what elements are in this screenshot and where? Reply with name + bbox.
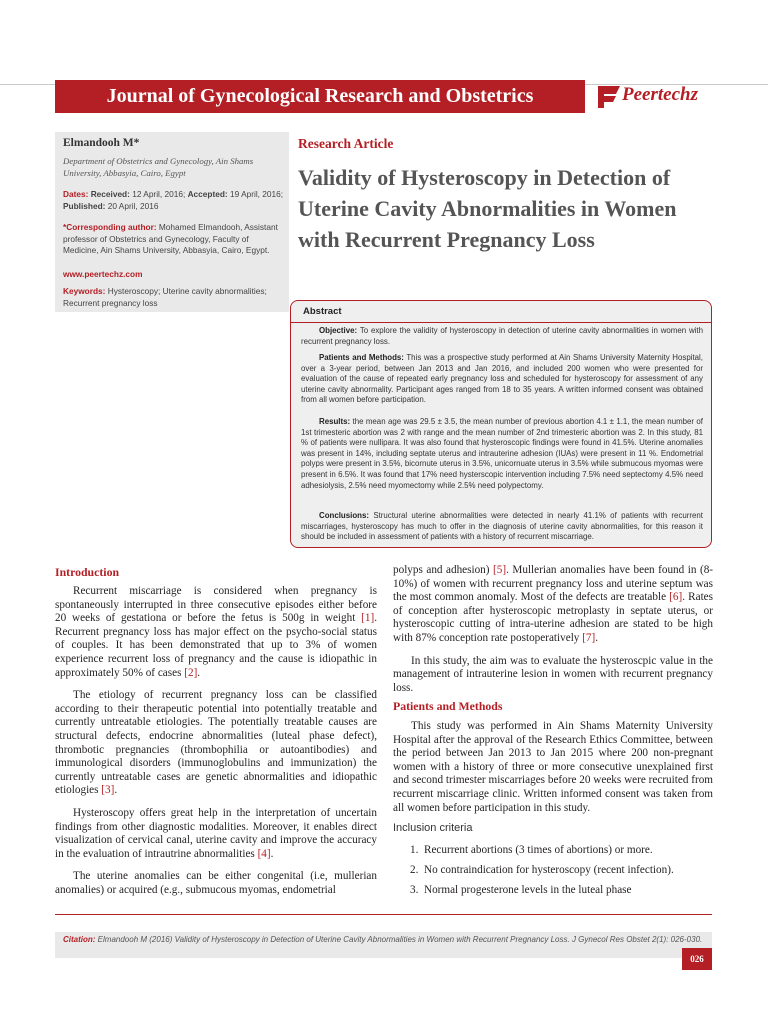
accepted-date: 19 April, 2016; xyxy=(230,189,284,199)
peertechz-logo-icon xyxy=(596,84,622,110)
introduction-heading: Introduction xyxy=(55,565,120,579)
intro-paragraph-4: The uterine anomalies can be either congenital (i.e, mullerian anomalies) or acquired (e.g., submucous myomas, endometrial xyxy=(55,870,377,896)
publisher-name: Peertechz xyxy=(622,84,698,105)
ref-7-link[interactable]: [7] xyxy=(582,631,596,644)
article-type: Research Article xyxy=(298,136,394,151)
ref-6-link[interactable]: [6] xyxy=(669,591,683,604)
citation-box xyxy=(55,932,712,958)
ref-5-link[interactable]: [5] xyxy=(493,564,507,576)
keywords xyxy=(63,286,285,309)
right-p1-text-c: . Rates of conception after hysteroscopic metroplasty in septate uterus, or hysteroscopic cutting of intra-uterine adhesion are stated to be high with 87% conception rate postoperatively xyxy=(393,591,714,644)
right-paragraph-1: polyps and adhesion) [5]. Mullerian anomalies have been found in (8-10%) of women with recurrent pregnancy loss and uterine septum was the most common anomaly. Most of the defects are treatable [6]. Rates of conception after hysteroscopic metroplasty in septate uterus, or hysteroscopic cutting of intra-uterine adhesion are stated to be high with 87% conception rate postoperatively [7]. xyxy=(393,564,714,644)
inclusion-num-3: 3. xyxy=(410,884,419,896)
article-title: Validity of Hysteroscopy in Detection of Uterine Cavity Abnormalities in Women with Recurrent Pregnancy Loss xyxy=(298,165,677,252)
inclusion-item-1 xyxy=(410,844,653,858)
conclusions-text: Structural uterine abnormalities were detected in nearly 41.1% of patients with recurrent miscarriages, hysteroscopy has much to offer in the diagnosis of uterine cavity abnormalities, for this reason it should be included in assessment of patients with a history of recurrent miscarriage. xyxy=(301,511,704,542)
right-p1-text-a: polyps and adhesion) xyxy=(393,564,490,576)
inclusion-item-2 xyxy=(410,864,674,878)
corresponding-author xyxy=(63,222,285,257)
results-text: the mean age was 29.5 ± 3.5, the mean number of previous abortion 4.1 ± 1.1, the mean number of 1st trimesteric abortion was 2 with range and the mean number of 2nd trimesteric abortion was 2. In this study, 81 % of patients were nullipara. It was also found that hysteroscopic findings were found in 41.5%. Uterine anomalies was present in 14%, including septate uterus and intrauterine adhesion (IUAs) were present in 11 %. Endometrial polyps were present in 3.5%, bicornute uterus in 3.5%, unicornuate uterus in 3.5% while submucous myomas were present in 6.5%. It was found that 17% need hysterscopic intervention including 7.5% need septectomy 4.5% need adhesiolysis, 2.5% need myomectomy while 2.5% need polypectomy. xyxy=(301,417,703,490)
abstract-box xyxy=(290,300,712,548)
intro-paragraph-1: Recurrent miscarriage is considered when pregnancy is spontaneously interrupted in three consecutive episodes either before 20 weeks of gestationa or before the fetus is 500g in weight [1]. Recurrent pregnancy loss has major effect on the psycho-social status of couples. It has been demonstrated that up to 3% of women experience recurrent loss of pregnancy and the cause is idiopathic in approximately 50% of cases [2]. xyxy=(55,585,377,679)
intro-p1-text-b: . Recurrent pregnancy loss has major effect on the psycho-social status of couples. It has been demonstrated that up to 3% of women experience recurrent loss of pregnancy and the cause is idiopathic in approximately 50% of cases xyxy=(55,612,377,679)
ref-1-link[interactable]: [1] xyxy=(361,612,375,625)
intro-paragraph-2: The etiology of recurrent pregnancy loss can be classified according to their therapeutic potential into potentially treatable and currently untreatable etiologies. The potentially treatable causes are structural defects, endocrine abnormalities (luteal phase defect), thrombotic pregnancies (thrombophilia or autoantibodies) and immunological disorders (immunoglobulins and immunization) the currently untreatable cases are genetic abnormalities and idiopathic etiologies [3]. xyxy=(55,689,377,797)
abstract-objective xyxy=(301,326,703,347)
methods-heading: Patients and Methods xyxy=(393,699,503,713)
citation-text: Elmandooh M (2016) Validity of Hysteroscopy in Detection of Uterine Cavity Abnormalities in Women with Recurrent Pregnancy Loss. J Gynecol Res Obstet 2(1): 026-030. xyxy=(97,935,703,944)
author-info-box xyxy=(55,132,289,312)
inclusion-num-2: 2. xyxy=(410,864,419,876)
article-dates xyxy=(63,189,285,212)
objective-text: To explore the validity of hysteroscopy in detection of uterine cavity abnormalities in women with recurrent pregnancy loss. xyxy=(301,326,703,346)
inclusion-item-3 xyxy=(410,884,632,898)
intro-p1-text-a: Recurrent miscarriage is considered when pregnancy is spontaneously interrupted in three consecutive episodes either before 20 weeks of gestationa or before the fetus is 500g in weight xyxy=(55,585,377,625)
abstract-heading: Abstract xyxy=(291,301,711,323)
intro-p2-text: The etiology of recurrent pregnancy loss can be classified according to their therapeutic potential into potentially treatable and currently untreatable etiologies. The potentially treatable causes are structural defects, endocrine abnormalities (luteal phase defect), thrombotic pregnancies (thrombophilia or autoantibodies) and immunological disorders (immunoglobulins and immunization) the currently untreatable cases are genetic abnormalities and idiopathic etiologies xyxy=(55,689,377,797)
intro-paragraph-3: Hysteroscopy offers great help in the interpretation of uncertain findings from other diagnostic modalities. Moreover, it enables direct visualization of cervical canal, uterine cavity and improve the accuracy in the evaluation of intrautrine abnormalities [4]. xyxy=(55,806,377,860)
objective-label: Objective: xyxy=(319,326,358,335)
ref-2-link[interactable]: [2] xyxy=(184,666,198,679)
inclusion-text-2: No contraindication for hysteroscopy (recent infection). xyxy=(423,864,674,876)
intro-p3-text: Hysteroscopy offers great help in the interpretation of uncertain findings from other diagnostic modalities. Moreover, it enables direct visualization of cervical canal, uterine cavity and improve the accuracy in the evaluation of intrautrine abnormalities xyxy=(55,806,377,860)
abstract-results xyxy=(301,417,703,491)
methods-text: This was a prospective study performed at Ain Shams University Maternity Hospital, over a 3-year period, between Jan 2013 and Jan 2016, and included 200 women who were presented for evaluation of the cause of repeated early pregnancy loss and scheduled for hysteroscopy for assessment of any uterine cavity abnormality. Participant ages ranged from 18 to 35 years. A written informed consent was obtained from all women before participation. xyxy=(301,353,703,405)
methods-body xyxy=(393,720,713,815)
author-name: Elmandooh M* xyxy=(63,137,140,149)
page-number: 026 xyxy=(682,948,712,970)
keywords-text: Hysteroscopy; Uterine cavity abnormalities; Recurrent pregnancy loss xyxy=(63,286,267,308)
journal-title: Journal of Gynecological Research and Obstetrics xyxy=(55,80,585,113)
methods-label: Patients and Methods: xyxy=(319,353,404,362)
corr-label: *Corresponding author: xyxy=(63,222,157,232)
corr-text: Mohamed Elmandooh, Assistant professor of Obstetrics and Gynecology, Faculty of Medicine, Ain Shams University, Abbasyia, Cairo, Egypt. xyxy=(63,222,278,255)
published-date: 20 April, 2016 xyxy=(107,200,159,211)
right-column-top xyxy=(393,564,713,695)
accepted-label: Accepted: xyxy=(187,189,228,199)
inclusion-num-1: 1. xyxy=(410,844,419,856)
right-paragraph-2: In this study, the aim was to evaluate the hysteroscpic value in the management of intrauterine lesion in women with recurrent pregnancy loss. xyxy=(393,654,713,694)
conclusions-label: Conclusions: xyxy=(319,511,369,520)
abstract-conclusions xyxy=(301,511,703,543)
citation-label: Citation: xyxy=(63,935,96,944)
abstract-methods xyxy=(301,353,703,406)
website-link[interactable]: www.peertechz.com xyxy=(63,269,143,279)
inclusion-text-1: Recurrent abortions (3 times of abortions) or more. xyxy=(423,844,653,856)
right-p1-text-b: . Mullerian anomalies have been found in (8-10%) of women with recurrent pregnancy loss and uterine septum was the most common anomaly. Most of the defects are treatable xyxy=(393,564,714,604)
inclusion-criteria-heading: Inclusion criteria xyxy=(393,822,473,834)
published-label: Published: xyxy=(63,200,106,211)
ref-4-link[interactable]: [4] xyxy=(257,847,271,860)
dates-label: Dates: xyxy=(63,189,89,199)
keywords-label: Keywords: xyxy=(63,286,106,296)
inclusion-text-3: Normal progesterone levels in the luteal phase xyxy=(423,884,632,896)
methods-paragraph: This study was performed in Ain Shams Maternity University Hospital after the approval of the Research Ethics Committee, between the period between Jan 2013 to Jan 2015 where 200 non-pregnant women with a history of three or more consecutive unexplained first and second trimester miscarriages before 20 weeks were recruited from recurrent miscarriage clinic. Written informed consent was taken from all women before participation in this study. xyxy=(393,720,713,814)
left-column xyxy=(55,585,377,897)
received-label: Received: xyxy=(90,189,130,199)
ref-3-link[interactable]: [3] xyxy=(101,784,115,797)
publisher-logo xyxy=(596,80,716,114)
results-label: Results: xyxy=(319,417,351,426)
received-date: 12 April, 2016; xyxy=(132,189,186,199)
author-affiliation: Department of Obstetrics and Gynecology, Ain Shams University, Abbasyia, Cairo, Egypt xyxy=(63,156,254,178)
footer-rule xyxy=(55,914,712,915)
